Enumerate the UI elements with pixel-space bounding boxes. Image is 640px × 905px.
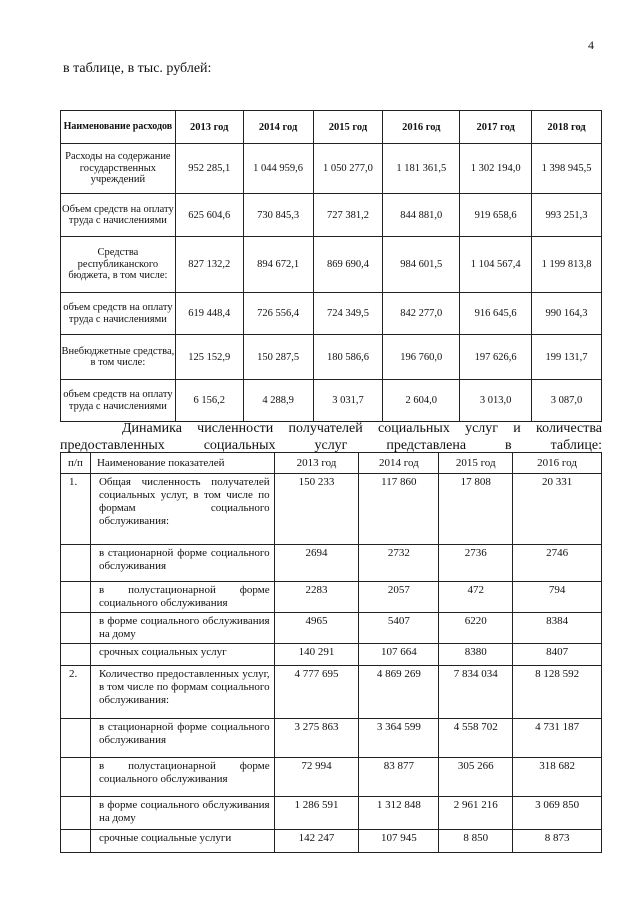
row-label: в стационарной форме социального обслуживания — [90, 545, 274, 582]
table-row — [61, 797, 602, 830]
header-cell: Наименование расходов — [61, 111, 176, 144]
table-row — [61, 194, 602, 237]
table-cell: 1 199 813,8 — [532, 237, 602, 293]
table-cell: 140 291 — [274, 644, 359, 666]
table-cell: 3 087,0 — [532, 380, 602, 422]
table-cell: 8 128 592 — [513, 666, 602, 719]
row-label: объем средств на оплату труда с начислениями — [61, 380, 176, 422]
table-row — [61, 758, 602, 797]
table-row — [61, 613, 602, 644]
row-number — [61, 719, 91, 758]
row-number — [61, 644, 91, 666]
table-row — [61, 474, 602, 545]
table-cell: 5407 — [359, 613, 439, 644]
table-cell: 2 961 216 — [439, 797, 513, 830]
section-heading-line: Динамика численности получателей социальных услуг и количества — [122, 421, 602, 436]
table-row — [61, 644, 602, 666]
table-cell: 619 448,4 — [175, 293, 243, 335]
page-number: 4 — [588, 38, 594, 52]
header-cell: п/п — [61, 453, 91, 474]
header-cell: 2014 год — [359, 453, 439, 474]
table-cell: 1 302 194,0 — [460, 144, 532, 194]
header-cell: 2013 год — [175, 111, 243, 144]
header-cell: 2018 год — [532, 111, 602, 144]
table-cell: 8 850 — [439, 830, 513, 853]
table-cell: 8407 — [513, 644, 602, 666]
row-number — [61, 830, 91, 853]
table-row — [61, 380, 602, 422]
table-cell: 8384 — [513, 613, 602, 644]
row-label: в полустационарной форме социального обслуживания — [90, 758, 274, 797]
row-label: Внебюджетные средства, в том числе: — [61, 335, 176, 380]
table-row — [61, 830, 602, 853]
table-cell: 4 777 695 — [274, 666, 359, 719]
table-cell: 3 275 863 — [274, 719, 359, 758]
header-cell: 2016 год — [383, 111, 460, 144]
row-label: срочные социальные услуги — [90, 830, 274, 853]
table-cell: 125 152,9 — [175, 335, 243, 380]
table-cell: 6220 — [439, 613, 513, 644]
table-cell: 726 556,4 — [243, 293, 313, 335]
table-row — [61, 582, 602, 613]
table-cell: 730 845,3 — [243, 194, 313, 237]
table-cell: 7 834 034 — [439, 666, 513, 719]
header-cell: Наименование показателей — [90, 453, 274, 474]
header-cell: 2016 год — [513, 453, 602, 474]
table-cell: 4 869 269 — [359, 666, 439, 719]
header-cell: 2015 год — [313, 111, 383, 144]
table-cell: 794 — [513, 582, 602, 613]
table-cell: 990 164,3 — [532, 293, 602, 335]
row-label: в форме социального обслуживания на дому — [90, 797, 274, 830]
table-cell: 844 881,0 — [383, 194, 460, 237]
header-cell: 2017 год — [460, 111, 532, 144]
table-cell: 4 558 702 — [439, 719, 513, 758]
table-cell: 869 690,4 — [313, 237, 383, 293]
table-cell: 1 398 945,5 — [532, 144, 602, 194]
table-cell: 8 873 — [513, 830, 602, 853]
expenses-table — [60, 110, 602, 422]
row-number — [61, 545, 91, 582]
table-cell: 1 104 567,4 — [460, 237, 532, 293]
table-cell: 3 031,7 — [313, 380, 383, 422]
table-cell: 150 233 — [274, 474, 359, 545]
table-cell: 199 131,7 — [532, 335, 602, 380]
header-cell: 2015 год — [439, 453, 513, 474]
row-label: срочных социальных услуг — [90, 644, 274, 666]
table-cell: 625 604,6 — [175, 194, 243, 237]
table-cell: 2057 — [359, 582, 439, 613]
row-number — [61, 758, 91, 797]
table-cell: 1 044 959,6 — [243, 144, 313, 194]
table-cell: 2736 — [439, 545, 513, 582]
table-cell: 3 069 850 — [513, 797, 602, 830]
table-cell: 952 285,1 — [175, 144, 243, 194]
row-number — [61, 582, 91, 613]
row-number — [61, 797, 91, 830]
table-cell: 107 664 — [359, 644, 439, 666]
table-row — [61, 719, 602, 758]
header-cell: 2013 год — [274, 453, 359, 474]
table-cell: 117 860 — [359, 474, 439, 545]
row-label: Общая численность получателей социальных услуг, в том числе по формам социального обслуживания: — [90, 474, 274, 545]
table-cell: 916 645,6 — [460, 293, 532, 335]
table-row — [61, 237, 602, 293]
table-cell: 150 287,5 — [243, 335, 313, 380]
table-cell: 2746 — [513, 545, 602, 582]
row-label: в форме социального обслуживания на дому — [90, 613, 274, 644]
header-cell: 2014 год — [243, 111, 313, 144]
table-cell: 472 — [439, 582, 513, 613]
table-cell: 993 251,3 — [532, 194, 602, 237]
table-cell: 72 994 — [274, 758, 359, 797]
section-heading — [60, 420, 602, 454]
table-cell: 3 364 599 — [359, 719, 439, 758]
row-label: объем средств на оплату труда с начислениями — [61, 293, 176, 335]
table-cell: 180 586,6 — [313, 335, 383, 380]
table-cell: 305 266 — [439, 758, 513, 797]
table-row — [61, 666, 602, 719]
table-header-row — [61, 453, 602, 474]
table-cell: 842 277,0 — [383, 293, 460, 335]
row-label: Средства республиканского бюджета, в том числе: — [61, 237, 176, 293]
table-cell: 724 349,5 — [313, 293, 383, 335]
table-cell: 2283 — [274, 582, 359, 613]
table-cell: 827 132,2 — [175, 237, 243, 293]
table-cell: 727 381,2 — [313, 194, 383, 237]
services-table — [60, 452, 602, 853]
table-header-row — [61, 111, 602, 144]
table-cell: 20 331 — [513, 474, 602, 545]
table-cell: 1 181 361,5 — [383, 144, 460, 194]
row-label: Количество предоставленных услуг, в том числе по формам социального обслуживания: — [90, 666, 274, 719]
table-cell: 4965 — [274, 613, 359, 644]
table-row — [61, 293, 602, 335]
table-cell: 17 808 — [439, 474, 513, 545]
table-cell: 2694 — [274, 545, 359, 582]
table-row — [61, 335, 602, 380]
table-cell: 984 601,5 — [383, 237, 460, 293]
table-cell: 4 288,9 — [243, 380, 313, 422]
table-cell: 2732 — [359, 545, 439, 582]
row-number: 2. — [61, 666, 91, 719]
table-cell: 197 626,6 — [460, 335, 532, 380]
table-cell: 6 156,2 — [175, 380, 243, 422]
table-row — [61, 144, 602, 194]
table-cell: 107 945 — [359, 830, 439, 853]
table-cell: 196 760,0 — [383, 335, 460, 380]
table-cell: 8380 — [439, 644, 513, 666]
section-heading-line: предоставленных социальных услуг представлена в таблице: — [60, 438, 602, 453]
row-label: Объем средств на оплату труда с начислениями — [61, 194, 176, 237]
table-cell: 919 658,6 — [460, 194, 532, 237]
row-number: 1. — [61, 474, 91, 545]
table-cell: 3 013,0 — [460, 380, 532, 422]
table-cell: 4 731 187 — [513, 719, 602, 758]
row-number — [61, 613, 91, 644]
row-label: Расходы на содержание государственных учреждений — [61, 144, 176, 194]
table-cell: 318 682 — [513, 758, 602, 797]
table-cell: 894 672,1 — [243, 237, 313, 293]
table-cell: 2 604,0 — [383, 380, 460, 422]
row-label: в полустационарной форме социального обслуживания — [90, 582, 274, 613]
row-label: в стационарной форме социального обслуживания — [90, 719, 274, 758]
table-row — [61, 545, 602, 582]
intro-text: в таблице, в тыс. рублей: — [63, 61, 212, 76]
table-cell: 83 877 — [359, 758, 439, 797]
table-cell: 1 286 591 — [274, 797, 359, 830]
table-cell: 1 312 848 — [359, 797, 439, 830]
table-cell: 1 050 277,0 — [313, 144, 383, 194]
table-cell: 142 247 — [274, 830, 359, 853]
